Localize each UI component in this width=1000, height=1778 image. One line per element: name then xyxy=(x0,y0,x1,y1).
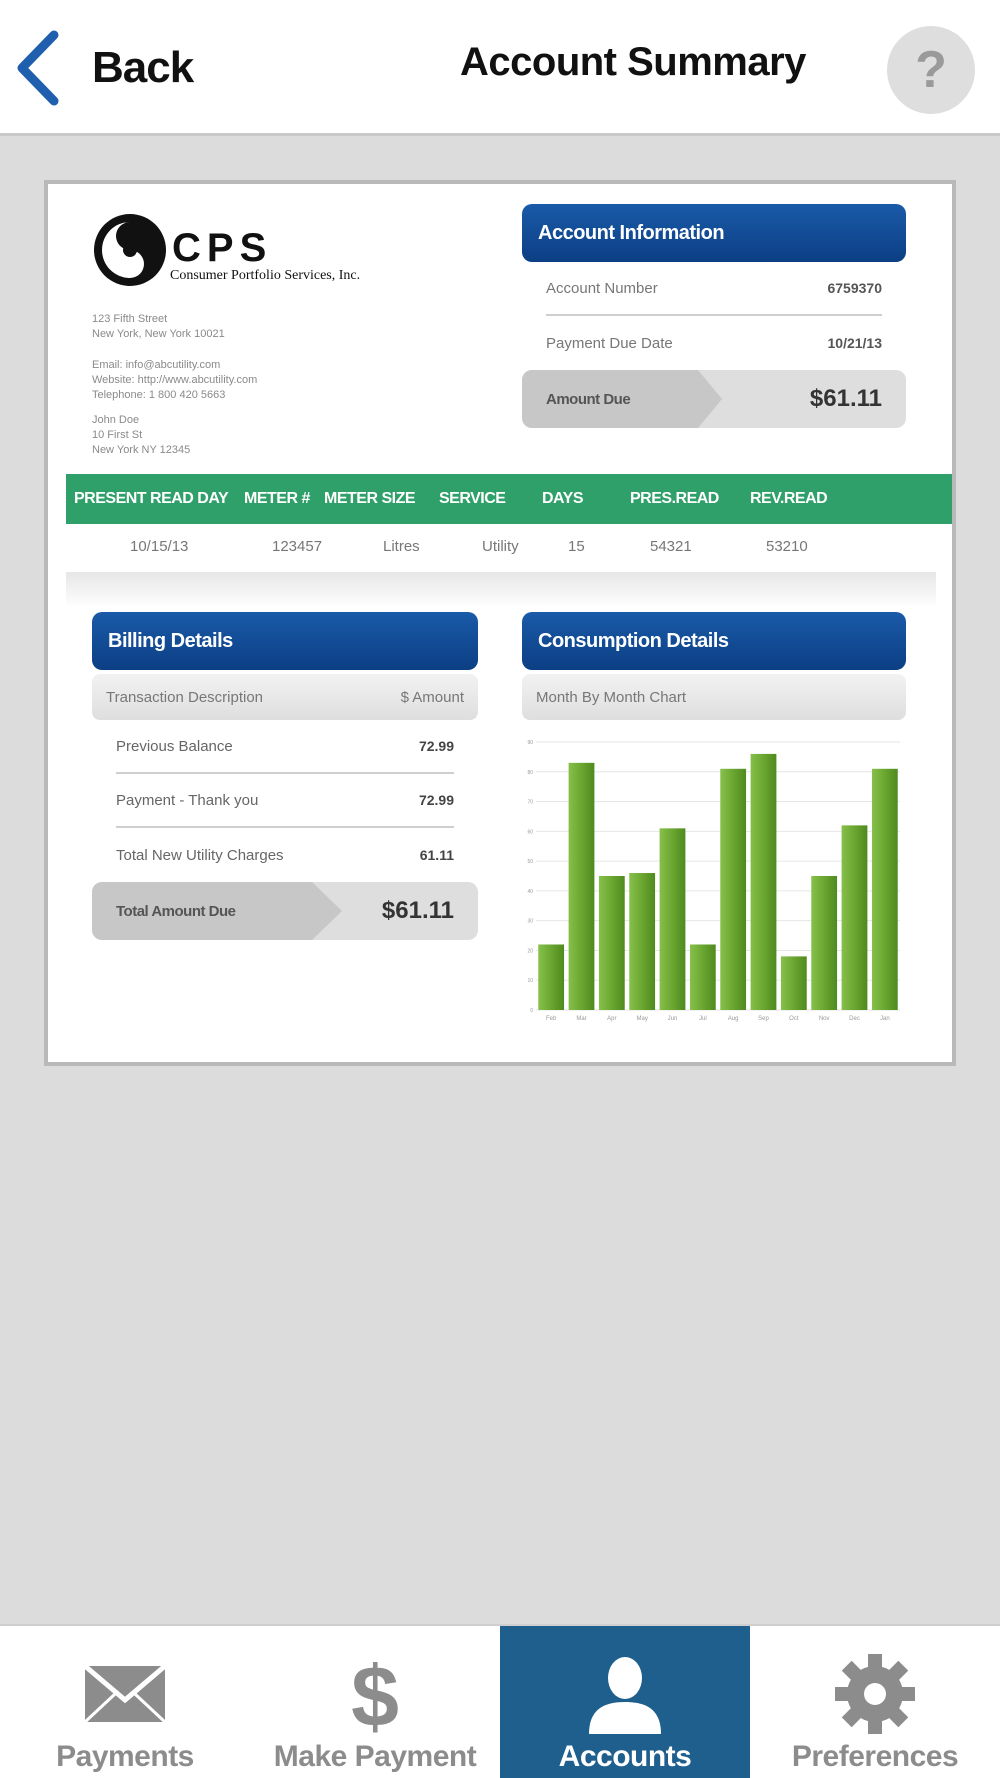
help-button[interactable]: ? xyxy=(887,26,975,114)
x-tick-label: Sep xyxy=(758,1016,769,1022)
billing-row-label: Payment - Thank you xyxy=(116,791,259,809)
billing-row xyxy=(116,774,454,828)
billing-row-value: 61.11 xyxy=(419,847,454,863)
billing-row-value: 72.99 xyxy=(418,792,454,808)
billing-row-label: Total New Utility Charges xyxy=(116,846,284,864)
tab-label: Accounts xyxy=(558,1740,692,1773)
amount-due-box xyxy=(522,370,906,428)
address-line: 123 Fifth Street xyxy=(92,313,168,325)
company-email: Email: info@abcutility.com xyxy=(92,359,221,371)
billing-column-header xyxy=(92,674,478,720)
x-tick-label: Aug xyxy=(727,1016,739,1022)
meter-col-header: SERVICE xyxy=(439,490,506,507)
x-tick-label: Jan xyxy=(879,1016,890,1022)
x-tick-label: Nov xyxy=(818,1016,830,1022)
company-telephone: Telephone: 1 800 420 5663 xyxy=(92,389,226,401)
meter-col-header: DAYS xyxy=(542,490,583,507)
x-tick-label: Mar xyxy=(576,1016,587,1022)
divider-shadow xyxy=(66,572,936,608)
amount-due-label: Amount Due xyxy=(546,390,631,408)
chart-bar xyxy=(872,769,898,1010)
account-information-heading: Account Information xyxy=(522,204,906,262)
meter-col-header: METER # xyxy=(244,490,310,507)
tab-label: Make Payment xyxy=(273,1740,477,1773)
company-name: Consumer Portfolio Services, Inc. xyxy=(170,268,361,283)
billing-row-label: Previous Balance xyxy=(116,737,233,755)
meter-cell: 54321 xyxy=(650,538,692,555)
address-line: New York, New York 10021 xyxy=(92,328,225,340)
total-amount-due-label: Total Amount Due xyxy=(116,902,236,920)
meter-col-header: PRES.READ xyxy=(630,490,719,507)
bottom-tab-bar xyxy=(0,1624,1000,1778)
meter-table-header xyxy=(66,474,952,524)
x-tick-label: Jun xyxy=(667,1016,678,1022)
y-tick-label: 60 xyxy=(527,829,533,836)
meter-col-header: REV.READ xyxy=(750,490,828,507)
cps-logo-icon xyxy=(92,212,168,288)
tab-make-payment[interactable] xyxy=(250,1626,500,1778)
meter-cell: 10/15/13 xyxy=(130,538,189,555)
account-statement xyxy=(44,180,956,1066)
y-tick-label: 30 xyxy=(527,918,533,925)
x-tick-label: Apr xyxy=(607,1016,617,1022)
chart-bar xyxy=(660,828,686,1010)
meter-col-header: METER SIZE xyxy=(324,490,416,507)
company-address xyxy=(92,312,392,458)
y-tick-label: 90 xyxy=(527,740,533,746)
y-tick-label: 40 xyxy=(527,888,533,895)
gear-icon xyxy=(825,1654,925,1734)
chart-bar xyxy=(720,769,746,1010)
customer-name: John Doe xyxy=(92,414,140,426)
customer-address: 10 First St xyxy=(92,429,143,441)
meter-table-row xyxy=(66,524,952,572)
y-tick-label: 50 xyxy=(527,859,533,866)
back-label: Back xyxy=(92,43,194,92)
y-tick-label: 10 xyxy=(527,978,533,985)
chart-bar xyxy=(690,944,716,1010)
chevron-left-icon xyxy=(14,29,62,107)
chart-bar xyxy=(538,944,564,1010)
consumption-subheading-bar xyxy=(522,674,906,720)
col-amount: $ Amount xyxy=(400,688,464,706)
customer-address: New York NY 12345 xyxy=(92,444,191,456)
company-logo xyxy=(92,212,392,292)
consumption-chart xyxy=(522,734,906,1034)
billing-details-heading: Billing Details xyxy=(92,612,478,670)
y-tick-label: 70 xyxy=(527,799,533,806)
x-tick-label: Dec xyxy=(849,1016,860,1022)
person-icon xyxy=(575,1654,675,1734)
meter-cell: Litres xyxy=(383,538,420,555)
due-date-label: Payment Due Date xyxy=(546,334,673,352)
col-description: Transaction Description xyxy=(106,688,264,706)
meter-cell: 15 xyxy=(568,538,585,555)
y-tick-label: 20 xyxy=(527,948,533,955)
x-tick-label: May xyxy=(636,1016,648,1022)
chart-bar xyxy=(629,873,655,1010)
meter-col-header: PRESENT READ DAY xyxy=(74,490,229,507)
meter-cell: 53210 xyxy=(766,538,808,555)
account-information xyxy=(522,204,906,428)
consumption-details-heading: Consumption Details xyxy=(522,612,906,670)
due-date-value: 10/21/13 xyxy=(827,335,882,351)
consumption-details xyxy=(522,612,906,720)
chart-bar xyxy=(842,825,868,1010)
tab-payments[interactable] xyxy=(0,1626,250,1778)
y-tick-label: 0 xyxy=(530,1008,533,1014)
nav-header xyxy=(0,0,1000,136)
x-tick-label: Oct xyxy=(789,1016,799,1022)
billing-details xyxy=(92,612,478,940)
tab-label: Payments xyxy=(56,1740,194,1773)
envelope-icon xyxy=(75,1654,175,1734)
account-number-label: Account Number xyxy=(546,279,658,297)
chart-bar xyxy=(599,876,625,1010)
company-website: Website: http://www.abcutility.com xyxy=(92,374,258,386)
billing-row-value: 72.99 xyxy=(418,738,454,754)
total-amount-due-value: $61.11 xyxy=(381,897,454,924)
tab-preferences[interactable] xyxy=(750,1626,1000,1778)
amount-due-value: $61.11 xyxy=(809,385,882,412)
account-number-row xyxy=(546,262,882,316)
consumption-subheading: Month By Month Chart xyxy=(536,688,687,706)
page-title: Account Summary xyxy=(460,40,806,84)
total-amount-due-box xyxy=(92,882,478,940)
chart-bar xyxy=(811,876,837,1010)
tab-label: Preferences xyxy=(791,1740,959,1773)
meter-cell: 123457 xyxy=(272,538,323,555)
account-number-value: 6759370 xyxy=(827,280,882,296)
logo-text: CPS xyxy=(172,226,273,270)
chart-bar xyxy=(781,956,807,1010)
chart-bar xyxy=(569,763,595,1010)
y-tick-label: 80 xyxy=(527,769,533,776)
svg-text:$: $ xyxy=(351,1654,399,1734)
billing-row xyxy=(116,828,454,882)
dollar-icon xyxy=(325,1654,425,1734)
due-date-row xyxy=(546,316,882,370)
meter-cell: Utility xyxy=(482,538,519,555)
tab-accounts[interactable] xyxy=(500,1626,750,1778)
billing-row xyxy=(116,720,454,774)
x-tick-label: Feb xyxy=(545,1016,557,1022)
x-tick-label: Jul xyxy=(698,1016,707,1022)
back-button[interactable] xyxy=(14,28,193,108)
chart-bar xyxy=(751,754,777,1010)
